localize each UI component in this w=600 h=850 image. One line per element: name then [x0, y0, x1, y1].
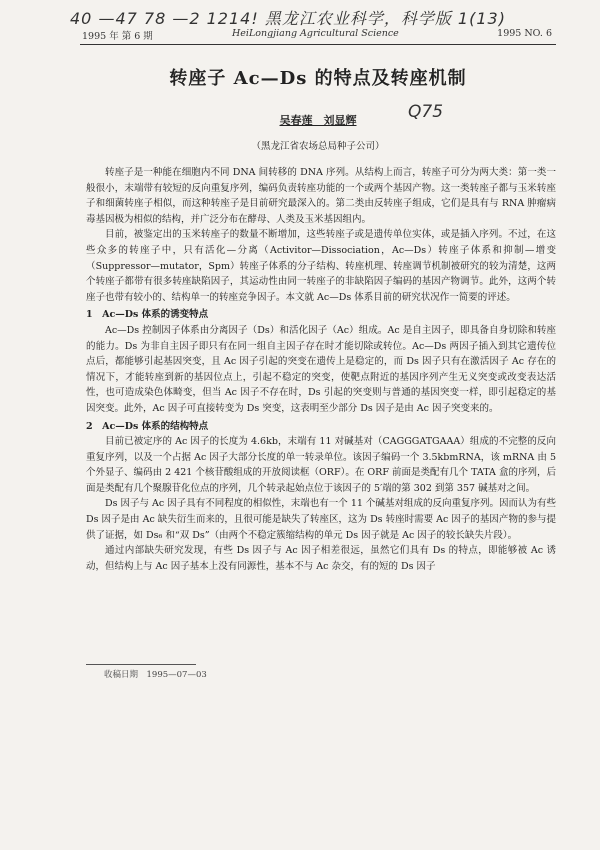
- section-1-paragraph: Ac—Ds 控制因子体系由分离因子（Ds）和活化因子（Ac）组成。Ac 是自主因子，即具备自身切除和转座的能力。Ds 为非自主因子即只有在同一组自主因子存在时才能切除或转位。Ac—Ds 两因子插入到其它遗传位点后，都能够引起基因突变，且 Ac 因子引起的突变在遗传上是稳定的，而 Ds 因子只有在激活因子 Ac 存在的情况下，才能转座到新的基因位点上，引起不稳定的突变，使靶点附近的基因序列产生无义突变或改变表达活性，也可造成染色体畸变，但当 Ac 因子不存在时，Ds 引起的突变则与普通的基因突变一样，即引起稳定的基因突变。此外，Ac 因子可直接转变为 Ds 突变，这表明至少部分 Ds 因子是由 Ac 因子突变来的。: [86, 324, 556, 414]
- section-2-heading: 2 Ac—Ds 体系的结构特点: [86, 420, 209, 432]
- header-journal-name: HeiLongjiang Agricultural Science: [232, 28, 399, 39]
- intro-paragraph-2: 目前，被鉴定出的玉米转座子的数量不断增加，这些转座子或是遗传单位实体，或是插入序列。不过，在这些众多的转座子中，只有活化—分离（Activitor—Dissociation，Ac—Ds）转座子体系和抑制—增变（Suppressor—mutator，Spm）转座子体系的分子结构、转座机理、转座调节机制被研究的较为清楚，这两个转座子都带有很多转座缺陷因子，其运动性由同一转座子的非缺陷因子编码的基因产物调节。此外，这两个转座子也带有较小的、结构单一的转座竞争因子。本文就 Ac—Ds 体系目前的研究状况作一简要的评述。: [86, 229, 556, 303]
- header-rule: [80, 44, 556, 45]
- author-names: 吴春莲 刘显辉: [279, 114, 357, 127]
- author-affiliation: （黑龙江省农场总局种子公司）: [251, 141, 385, 152]
- handwritten-note: 40 —47 78 —2 1214! 黑龙江农业科学，科学版 1(13): [70, 9, 506, 28]
- section-1-heading: 1 Ac—Ds 体系的诱变特点: [86, 309, 209, 321]
- article-body: [86, 165, 556, 574]
- footnote-rule: [86, 664, 196, 665]
- section-2-paragraph-2: Ds 因子与 Ac 因子具有不同程度的相似性，末端也有一个 11 个碱基对组成的反向重复序列。因而认为有些 Ds 因子是由 Ac 缺失衍生而来的，且很可能是缺失了转座区，这为 Ds 转座时需要 Ac 因子的基因产物的参与提供了证据，如 Ds₆ 和“双 Ds”（由两个不稳定簇缩结构的单元 Ds 因子就是 Ac 因子的较长缺失片段）。: [86, 498, 556, 541]
- article-authors: [80, 112, 556, 128]
- article-title: 转座子 Ac—Ds 的特点及转座机制: [169, 68, 467, 89]
- received-date-footnote: 收稿日期 1995—07—03: [104, 670, 207, 680]
- handwritten-classification-mark: Q75: [408, 102, 444, 122]
- running-header: [82, 28, 552, 44]
- intro-paragraph-1: 转座子是一种能在细胞内不同 DNA 间转移的 DNA 序列。从结构上而言，转座子可分为两大类：第一类一般很小，末端带有较短的反向重复序列，编码负责转座功能的一个或两个基因产物。这一类转座子都与玉米转座子和细菌转座子相似，而这种转座子是目前研究最深入的。第二类由反转座子组成，它们是具有与 RNA 肿瘤病毒基因极为相似的结构，并广泛分布在酵母、人类及玉米基因组内。: [86, 167, 556, 225]
- section-2-paragraph-3: 通过内部缺失研究发现，有些 Ds 因子与 Ac 因子相差很远，虽然它们具有 Ds 的特点，即能够被 Ac 诱动，但结构上与 Ac 因子基本上没有同源性，基本不与 Ac 杂交，有的短的 Ds 因子: [86, 545, 556, 572]
- header-issue-en: 1995 NO. 6: [497, 28, 552, 39]
- header-issue-cn: 1995 年 第 6 期: [82, 31, 153, 42]
- section-2-paragraph-1: 目前已被定序的 Ac 因子的长度为 4.6kb，末端有 11 对碱基对（CAGGGATGAAA）组成的不完整的反向重复序列，以及一个占据 Ac 因子大部分长度的单一转录单位。该因子编码一个 3.5kbmRNA，该 mRNA 由 5 个外显子、编码由 2 421 个核苷酸组成的开放阅读框（ORF）。在 ORF 前面是类配有几个 TATA 盒的序列，后面是类配有几个聚腺苷化位点的序列，几个转录起始点位于该因子的 5′端的第 302 到第 357 碱基对之间。: [86, 436, 556, 494]
